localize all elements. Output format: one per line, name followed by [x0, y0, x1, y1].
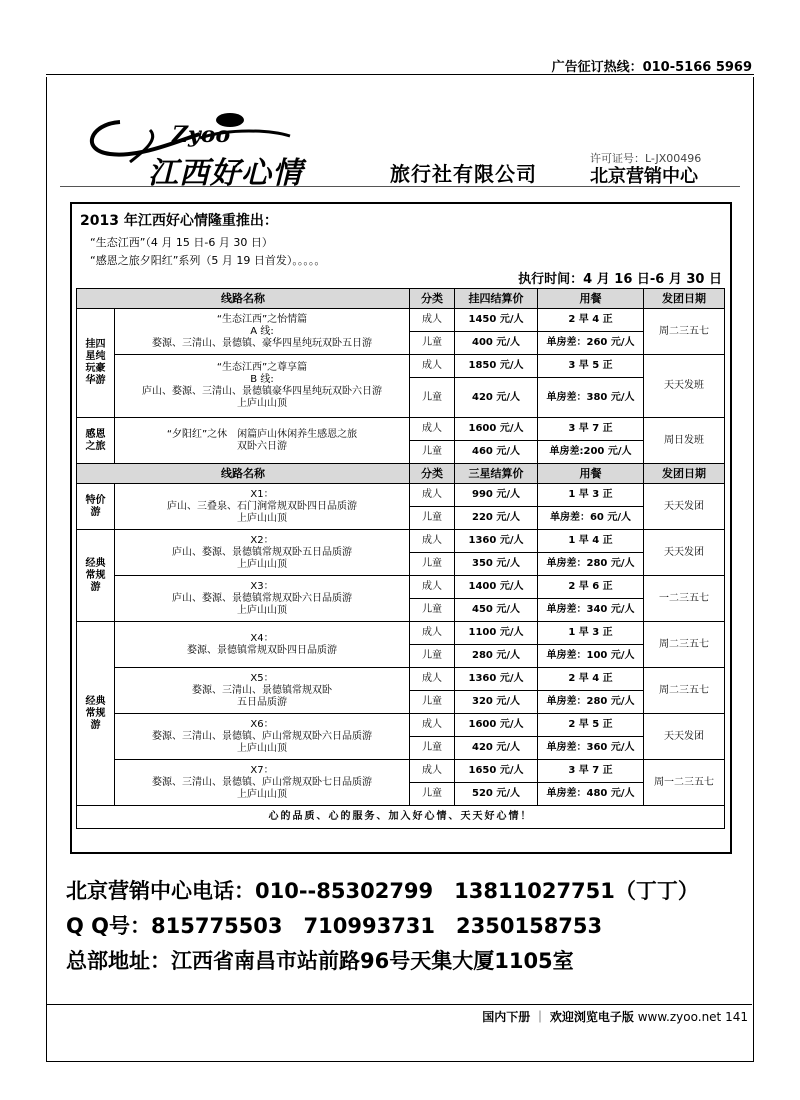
table-row: [77, 714, 725, 737]
route-cell: [115, 714, 410, 760]
route-text: “生态江西”之尊享篇: [216, 362, 308, 373]
single-room-diff: 单房差：280 元/人: [538, 691, 644, 714]
category-text: 华游: [85, 375, 106, 386]
child-price: 460 元/人: [455, 441, 538, 464]
footer-site[interactable]: www.zyoo.net: [637, 1010, 722, 1024]
single-room-diff: 单房差:200 元/人: [538, 441, 644, 464]
route-text: 婺源、景德镇常规双卧四日品质游: [187, 644, 337, 656]
branch-name: 北京营销中心: [590, 166, 698, 187]
col-route: 线路名称: [77, 464, 410, 484]
category-text: 经典: [85, 695, 106, 707]
header-divider: [46, 74, 754, 75]
table-row: [77, 530, 725, 553]
schedule: 周二三五七: [644, 622, 725, 668]
route-text: A 线:: [250, 325, 274, 337]
route-text: 上庐山山顶: [237, 512, 287, 524]
route-text: “生态江西”之怡情篇: [216, 313, 308, 325]
type-child: 儿童: [410, 645, 455, 668]
category-text: 常规: [85, 707, 106, 719]
child-price: 450 元/人: [455, 599, 538, 622]
type-child: 儿童: [410, 737, 455, 760]
schedule: 周日发班: [644, 418, 725, 464]
child-price: 400 元/人: [455, 332, 538, 355]
category-text: 之旅: [85, 440, 106, 452]
price-panel: [70, 202, 732, 854]
route-text: X5：: [250, 672, 274, 684]
adult-price: 990 元/人: [455, 484, 538, 507]
type-adult: 成人: [410, 418, 455, 441]
meal-plan: 3 早 5 正: [538, 355, 644, 378]
ad-hotline: 广告征订热线：010-5166 5969: [551, 60, 752, 75]
route-text: 五日品质游: [237, 696, 287, 708]
child-price: 280 元/人: [455, 645, 538, 668]
route-text: 上庐山山顶: [237, 742, 287, 754]
schedule: 天天发团: [644, 530, 725, 576]
price-table: [76, 288, 725, 829]
route-cell: [115, 576, 410, 622]
type-adult: 成人: [410, 484, 455, 507]
footer-separator: ｜: [534, 1010, 547, 1024]
table-row: [77, 355, 725, 378]
type-child: 儿童: [410, 783, 455, 806]
schedule: 周二三五七: [644, 309, 725, 355]
type-adult: 成人: [410, 309, 455, 332]
category-text: 游: [90, 581, 101, 593]
table-row: [77, 760, 725, 783]
route-cell: [115, 622, 410, 668]
type-child: 儿童: [410, 441, 455, 464]
category-text: 挂四: [85, 339, 106, 350]
type-adult: 成人: [410, 760, 455, 783]
route-text: 庐山、婺源、景德镇常规双卧五日品质游: [172, 546, 352, 558]
exec-time: 执行时间：4 月 16 日-6 月 30 日: [518, 272, 722, 287]
category-text: 游: [90, 506, 101, 518]
meal-plan: 2 早 4 正: [538, 668, 644, 691]
promo-line-2: “感恩之旅夕阳红”系列（5 月 19 日首发）。。。。。: [90, 254, 326, 267]
col-schedule: 发团日期: [644, 289, 725, 309]
child-price: 320 元/人: [455, 691, 538, 714]
type-child: 儿童: [410, 507, 455, 530]
logo-script-text: Zyoo: [172, 122, 231, 148]
single-room-diff: 单房差：340 元/人: [538, 599, 644, 622]
single-room-diff: 单房差：60 元/人: [538, 507, 644, 530]
route-text: 婺源、三清山、景德镇常规双卧: [192, 684, 332, 696]
single-room-diff: 单房差：480 元/人: [538, 783, 644, 806]
table-row: [77, 668, 725, 691]
category-text: 感恩: [85, 428, 106, 440]
footer-divider: [46, 1004, 752, 1005]
route-text: 上庐山山顶: [237, 398, 287, 409]
meal-plan: 1 早 3 正: [538, 622, 644, 645]
meal-plan: 2 早 6 正: [538, 576, 644, 599]
route-text: X4：: [250, 632, 274, 644]
page-footer: [482, 1008, 748, 1025]
col-route: 线路名称: [77, 289, 410, 309]
route-text: 庐山、婺源、三清山、景德镇豪华四星纯玩双卧六日游: [142, 386, 382, 397]
category-text: 游: [90, 719, 101, 731]
route-text: X3：: [250, 580, 274, 592]
category-text: 常规: [85, 569, 106, 581]
company-logo: [60, 110, 740, 190]
brand-name: 江西好心情: [148, 156, 303, 191]
promo-line-1: “生态江西”（4 月 15 日-6 月 30 日）: [90, 236, 273, 249]
category-cell: [77, 309, 115, 418]
table-row: [77, 309, 725, 332]
type-adult: 成人: [410, 355, 455, 378]
schedule: 天天发团: [644, 714, 725, 760]
route-text: X6：: [250, 718, 274, 730]
route-text: 上庐山山顶: [237, 558, 287, 570]
table-row: [77, 418, 725, 441]
single-room-diff: 单房差：280 元/人: [538, 553, 644, 576]
col-price: 三星结算价: [455, 464, 538, 484]
type-adult: 成人: [410, 576, 455, 599]
type-adult: 成人: [410, 530, 455, 553]
schedule: 天天发班: [644, 355, 725, 418]
single-room-diff: 单房差：100 元/人: [538, 645, 644, 668]
col-type: 分类: [410, 464, 455, 484]
contact-phone: 北京营销中心电话：010--85302799 13811027751（丁丁）: [66, 879, 699, 903]
route-text: X7：: [250, 764, 274, 776]
meal-plan: 2 早 4 正: [538, 309, 644, 332]
route-text: 上庐山山顶: [237, 604, 287, 616]
route-text: 婺源、三清山、景德镇、豪华四星纯玩双卧五日游: [152, 337, 372, 349]
child-price: 220 元/人: [455, 507, 538, 530]
adult-price: 1100 元/人: [455, 622, 538, 645]
promo-title: 2013 年江西好心情隆重推出：: [80, 213, 278, 229]
category-cell: [77, 484, 115, 530]
category-text: 玩豪: [85, 363, 106, 374]
company-name: 旅行社有限公司: [390, 162, 537, 186]
schedule: 天天发团: [644, 484, 725, 530]
child-price: 520 元/人: [455, 783, 538, 806]
table-header-row: [77, 464, 725, 484]
schedule: 周二三五七: [644, 668, 725, 714]
meal-plan: 2 早 5 正: [538, 714, 644, 737]
route-text: X1：: [250, 488, 274, 500]
single-room-diff: 单房差：360 元/人: [538, 737, 644, 760]
slogan-row: [77, 806, 725, 829]
route-text: B 线:: [250, 374, 274, 385]
type-child: 儿童: [410, 378, 455, 418]
type-child: 儿童: [410, 691, 455, 714]
child-price: 420 元/人: [455, 737, 538, 760]
route-text: 庐山、婺源、景德镇常规双卧六日品质游: [172, 592, 352, 604]
col-meal: 用餐: [538, 289, 644, 309]
schedule: 周一二三五七: [644, 760, 725, 806]
single-room-diff: 单房差：380 元/人: [538, 378, 644, 418]
col-price: 挂四结算价: [455, 289, 538, 309]
type-child: 儿童: [410, 599, 455, 622]
child-price: 420 元/人: [455, 378, 538, 418]
category-text: 星纯: [85, 351, 106, 362]
route-text: 上庐山山顶: [237, 788, 287, 800]
route-cell: [115, 484, 410, 530]
contact-qq: Q Q号：815775503 710993731 2350158753: [66, 914, 603, 938]
adult-price: 1600 元/人: [455, 418, 538, 441]
meal-plan: 1 早 3 正: [538, 484, 644, 507]
category-text: 特价: [85, 494, 106, 506]
footer-section: 国内下册: [482, 1010, 531, 1024]
table-row: [77, 484, 725, 507]
route-cell: [115, 418, 410, 464]
meal-plan: 3 早 7 正: [538, 760, 644, 783]
adult-price: 1360 元/人: [455, 668, 538, 691]
page-number: 141: [725, 1010, 748, 1024]
category-text: 经典: [85, 557, 106, 569]
route-cell: [115, 668, 410, 714]
adult-price: 1650 元/人: [455, 760, 538, 783]
child-price: 350 元/人: [455, 553, 538, 576]
meal-plan: 1 早 4 正: [538, 530, 644, 553]
adult-price: 1400 元/人: [455, 576, 538, 599]
footer-welcome: 欢迎浏览电子版: [549, 1010, 634, 1024]
route-text: 庐山、三叠泉、石门涧常规双卧四日品质游: [167, 500, 357, 512]
table-row: [77, 622, 725, 645]
contact-address: 总部地址：江西省南昌市站前路96号天集大厦1105室: [66, 949, 574, 973]
meal-plan: 3 早 7 正: [538, 418, 644, 441]
route-cell: [115, 309, 410, 355]
type-adult: 成人: [410, 668, 455, 691]
route-text: “夕阳红”之休 闲篇庐山休闲养生感恩之旅: [166, 428, 358, 440]
category-cell: [77, 418, 115, 464]
col-schedule: 发团日期: [644, 464, 725, 484]
type-adult: 成人: [410, 622, 455, 645]
type-child: 儿童: [410, 332, 455, 355]
col-type: 分类: [410, 289, 455, 309]
route-text: 婺源、三清山、景德镇、庐山常规双卧七日品质游: [152, 776, 372, 788]
type-child: 儿童: [410, 553, 455, 576]
single-room-diff: 单房差：260 元/人: [538, 332, 644, 355]
adult-price: 1450 元/人: [455, 309, 538, 332]
adult-price: 1600 元/人: [455, 714, 538, 737]
adult-price: 1850 元/人: [455, 355, 538, 378]
table-row: [77, 576, 725, 599]
category-cell: [77, 530, 115, 622]
route-cell: [115, 760, 410, 806]
route-text: 双卧六日游: [237, 440, 287, 452]
license-number: 许可证号：L-JX00496: [590, 152, 702, 165]
table-header-row: [77, 289, 725, 309]
col-meal: 用餐: [538, 464, 644, 484]
route-cell: [115, 355, 410, 418]
type-adult: 成人: [410, 714, 455, 737]
schedule: 一二三五七: [644, 576, 725, 622]
route-cell: [115, 530, 410, 576]
category-cell: [77, 622, 115, 806]
adult-price: 1360 元/人: [455, 530, 538, 553]
logo-divider: [60, 186, 740, 187]
slogan: 心的品质、心的服务、加入好心情、天天好心情！: [77, 806, 725, 829]
route-text: X2：: [250, 534, 274, 546]
route-text: 婺源、三清山、景德镇、庐山常规双卧六日品质游: [152, 730, 372, 742]
